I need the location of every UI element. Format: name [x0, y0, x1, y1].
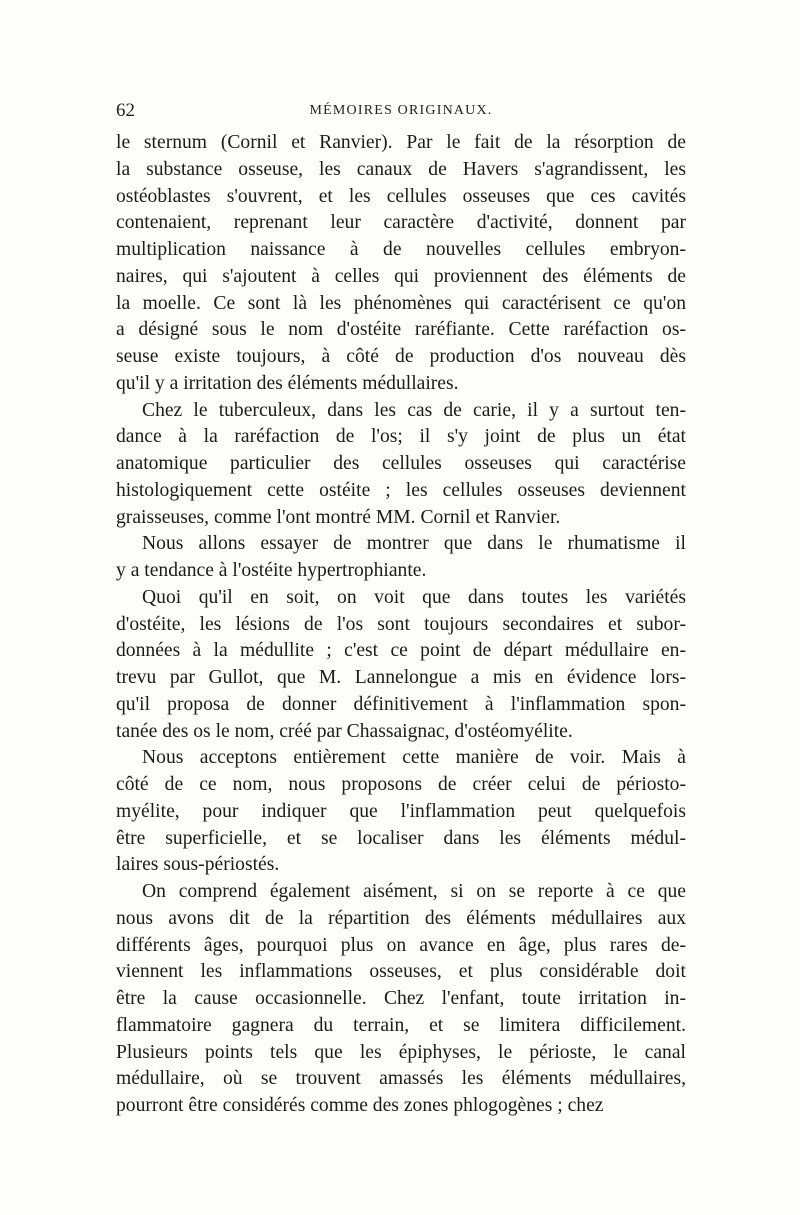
text-line: myélite, pour indiquer que l'inflammation peut quelquefois [116, 800, 686, 822]
text-line: flammatoire gagnera du terrain, et se limitera difficilement. [116, 1014, 686, 1036]
text-line: Nous allons essayer de montrer que dans le rhumatisme il [142, 533, 686, 555]
text-line: pourront être considérés comme des zones phlogogènes ; chez [116, 1095, 604, 1116]
paragraph [116, 585, 686, 746]
text-line: y a tendance à l'ostéite hypertrophiante. [116, 560, 427, 581]
text-line: qu'il y a irritation des éléments médullaires. [116, 372, 459, 394]
text-line: d'ostéite, les lésions de l'os sont toujours secondaires et subor- [116, 613, 686, 635]
text-line: dance à la raréfaction de l'os; il s'y joint de plus un état [116, 426, 686, 448]
text-line: Chez le tuberculeux, dans les cas de carie, il y a surtout ten- [142, 399, 686, 421]
text-line: être superficielle, et se localiser dans les éléments médul- [116, 827, 686, 849]
text-line: multiplication naissance à de nouvelles cellules embryon- [116, 239, 686, 260]
text-line: trevu par Gullot, que M. Lannelongue a mis en évidence lors- [116, 667, 686, 688]
text-line: histologiquement cette ostéite ; les cellules osseuses deviennent [116, 479, 686, 501]
paragraph [116, 879, 686, 1120]
text-line: anatomique particulier des cellules osseuses qui caractérise [116, 453, 686, 474]
text-line: ostéoblastes s'ouvrent, et les cellules osseuses que ces cavités [116, 185, 686, 207]
paragraph [116, 531, 686, 585]
text-line: viennent les inflammations osseuses, et plus considérable doit [116, 961, 686, 983]
text-line: côté de ce nom, nous proposons de créer celui de périosto- [116, 774, 686, 795]
text-line: la moelle. Ce sont là les phénomènes qui caractérisent ce qu'on [116, 292, 686, 314]
text-line: données à la médullite ; c'est ce point de départ médullaire en- [116, 640, 686, 662]
page-number: 62 [116, 100, 135, 121]
text-line: la substance osseuse, les canaux de Havers s'agrandissent, les [116, 158, 686, 180]
text-line: On comprend également aisément, si on se reporte à ce que [142, 881, 686, 902]
text-line: naires, qui s'ajoutent à celles qui proviennent des éléments de [116, 265, 686, 287]
body-text [116, 130, 686, 1120]
text-line: seuse existe toujours, à côté de production d'os nouveau dès [116, 346, 686, 367]
text-line: a désigné sous le nom d'ostéite raréfiante. Cette raréfaction os- [116, 319, 686, 341]
paragraph [116, 398, 686, 532]
text-line: graisseuses, comme l'ont montré MM. Cornil et Ranvier. [116, 506, 561, 528]
text-line: Quoi qu'il en soit, on voit que dans toutes les variétés [142, 586, 686, 608]
text-line: Nous acceptons entièrement cette manière de voir. Mais à [142, 747, 686, 769]
text-line: être la cause occasionnelle. Chez l'enfant, toute irritation in- [116, 988, 686, 1009]
text-line: Plusieurs points tels que les épiphyses, le périoste, le canal [116, 1041, 686, 1063]
text-line: différents âges, pourquoi plus on avance en âge, plus rares de- [116, 934, 686, 956]
text-line: tanée des os le nom, créé par Chassaignac, d'ostéomyélite. [116, 720, 573, 742]
text-line: laires sous-périostés. [116, 854, 280, 876]
text-line: qu'il proposa de donner définitivement à l'inflammation spon- [116, 693, 686, 715]
text-line: médullaire, où se trouvent amassés les éléments médullaires, [116, 1068, 686, 1090]
running-header [116, 100, 686, 124]
paragraph [116, 130, 686, 398]
text-line: le sternum (Cornil et Ranvier). Par le fait de la résorption de [116, 132, 686, 153]
running-title: MÉMOIRES ORIGINAUX. [309, 103, 493, 118]
paragraph [116, 745, 686, 879]
text-line: contenaient, reprenant leur caractère d'activité, donnent par [116, 212, 686, 234]
text-line: nous avons dit de la répartition des éléments médullaires aux [116, 907, 686, 929]
